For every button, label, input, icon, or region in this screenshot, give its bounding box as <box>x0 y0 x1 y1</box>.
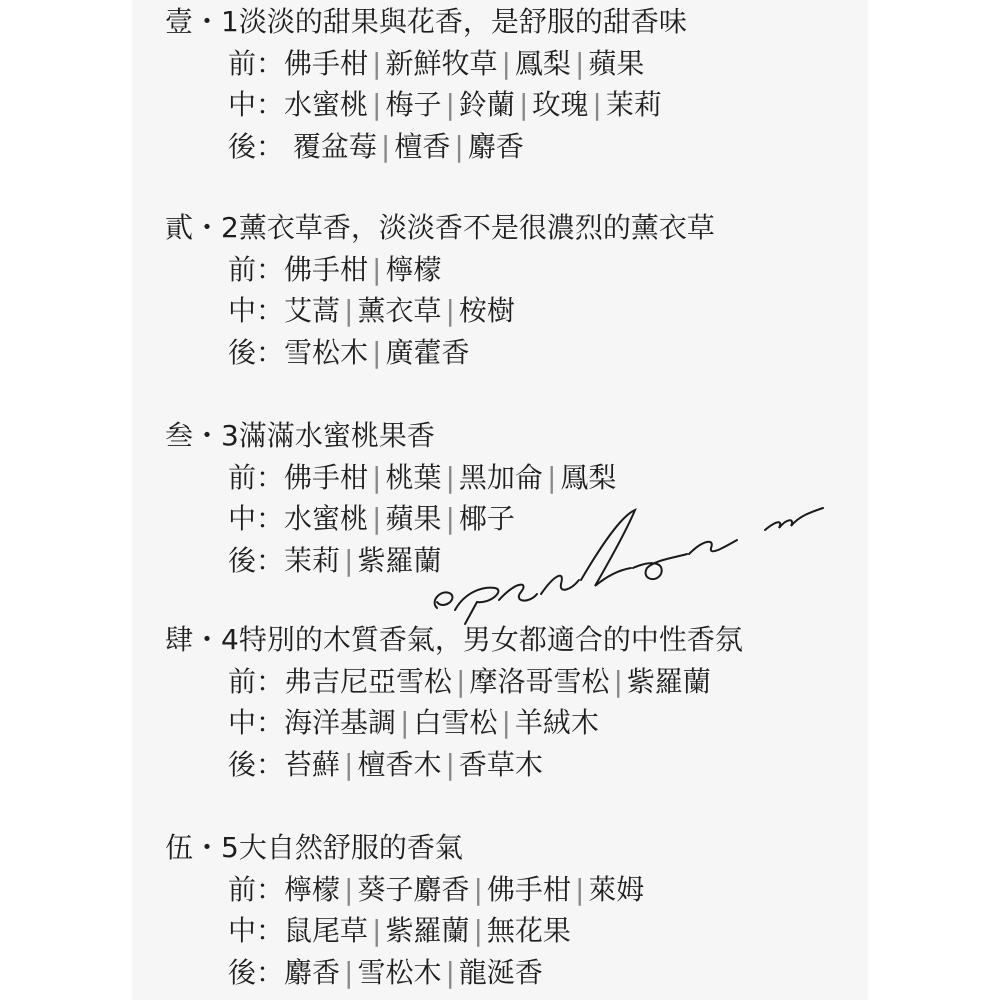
note-row <box>228 745 543 785</box>
section-title: 叁・3滿滿水蜜桃果香 <box>165 419 435 452</box>
note-separator: | <box>445 88 455 121</box>
note-row <box>228 870 644 910</box>
note-item: 紫羅蘭 <box>626 664 711 698</box>
note-row <box>228 127 524 167</box>
note-item: 白雪松 <box>413 706 498 739</box>
note-item: 覆盆莓 <box>292 129 377 163</box>
note-separator: | <box>372 46 382 80</box>
note-label: 中： <box>228 294 285 327</box>
note-item: 葵子麝香 <box>357 872 470 906</box>
note-item: 鳳梨 <box>514 46 571 80</box>
note-item: 鼠尾草 <box>284 914 369 947</box>
note-separator: | <box>592 88 602 121</box>
note-separator: | <box>473 872 483 906</box>
note-item: 萊姆 <box>588 872 645 906</box>
note-separator: | <box>344 955 354 989</box>
note-item: 鈴蘭 <box>458 88 515 121</box>
note-item: 桃葉 <box>385 460 442 494</box>
note-separator: | <box>372 335 382 369</box>
note-item: 海洋基調 <box>284 706 397 739</box>
note-separator: | <box>454 129 464 163</box>
note-separator: | <box>445 294 455 327</box>
note-item: 桉樹 <box>458 294 515 327</box>
note-item: 玫瑰 <box>532 88 589 121</box>
note-item: 紫羅蘭 <box>385 914 470 947</box>
note-item: 麝香 <box>284 955 341 989</box>
note-item: 水蜜桃 <box>284 88 369 121</box>
note-row <box>228 250 441 290</box>
note-row <box>228 703 599 743</box>
note-item: 佛手柑 <box>284 46 369 80</box>
note-item: 羊絨木 <box>514 706 599 739</box>
note-separator: | <box>372 914 382 947</box>
note-row <box>228 953 543 993</box>
note-label: 前： <box>228 460 285 494</box>
signature-stroke <box>633 554 687 579</box>
note-item: 摩洛哥雪松 <box>469 664 610 698</box>
note-row <box>228 662 711 702</box>
signature-stroke <box>455 588 498 624</box>
note-separator: | <box>574 46 585 80</box>
note-separator: | <box>501 46 511 80</box>
note-item: 黑加侖 <box>458 460 543 494</box>
signature-stroke <box>499 585 537 601</box>
note-label: 中： <box>228 706 285 739</box>
note-item: 佛手柑 <box>486 872 571 906</box>
note-separator: | <box>574 872 585 906</box>
note-separator: | <box>501 706 511 739</box>
note-item: 麝香 <box>467 129 524 163</box>
note-item: 檀香木 <box>357 747 442 781</box>
note-separator: | <box>372 88 382 121</box>
note-item: 茉莉 <box>605 88 662 121</box>
signature-stroke <box>689 540 737 554</box>
signature-stroke <box>435 592 453 608</box>
signature-logo <box>425 490 845 630</box>
note-label: 中： <box>228 502 285 535</box>
note-label: 後： <box>228 747 285 781</box>
note-separator: | <box>445 502 455 535</box>
note-item: 苔蘚 <box>284 747 341 781</box>
note-item: 新鮮牧草 <box>385 46 498 80</box>
note-row <box>228 85 662 125</box>
note-item: 佛手柑 <box>284 460 369 494</box>
note-separator: | <box>400 706 410 739</box>
note-item: 茉莉 <box>284 543 341 577</box>
note-separator: | <box>456 664 466 698</box>
note-separator: | <box>372 460 382 494</box>
note-separator: | <box>445 460 455 494</box>
note-item: 檸檬 <box>284 872 341 906</box>
note-item: 艾蒿 <box>284 294 341 327</box>
note-row <box>228 911 571 951</box>
note-item: 雪松木 <box>357 955 442 989</box>
note-label: 後： <box>228 335 285 369</box>
note-label: 前： <box>228 872 285 906</box>
note-separator: | <box>344 872 354 906</box>
note-separator: | <box>344 747 354 781</box>
note-item: 水蜜桃 <box>284 502 369 535</box>
section-title: 肆・4特別的木質香氣，男女都適合的中性香氛 <box>165 623 743 656</box>
signature-stroke <box>765 508 823 530</box>
note-item: 廣藿香 <box>385 335 470 369</box>
note-item: 佛手柑 <box>284 252 369 286</box>
note-row <box>228 541 441 581</box>
note-separator: | <box>372 252 382 286</box>
note-separator: | <box>613 664 623 698</box>
note-label: 前： <box>228 664 285 698</box>
note-item: 梅子 <box>385 88 442 121</box>
signature-stroke <box>541 576 579 594</box>
note-item: 弗吉尼亞雪松 <box>284 664 453 698</box>
note-item: 檀香 <box>394 129 451 163</box>
note-label: 後： <box>228 129 293 163</box>
section-title: 伍・5大自然舒服的香氣 <box>165 831 463 864</box>
note-item: 無花果 <box>486 914 571 947</box>
note-label: 前： <box>228 46 285 80</box>
section-title: 壹・1淡淡的甜果與花香，是舒服的甜香味 <box>165 5 687 38</box>
note-item: 紫羅蘭 <box>357 543 442 577</box>
section-title: 貳・2薰衣草香，淡淡香不是很濃烈的薰衣草 <box>165 211 715 244</box>
note-label: 中： <box>228 88 285 121</box>
note-separator: | <box>518 88 529 121</box>
note-item: 椰子 <box>458 502 515 535</box>
note-separator: | <box>546 460 557 494</box>
note-separator: | <box>445 955 455 989</box>
note-separator: | <box>344 294 354 327</box>
signature-stroke <box>581 510 635 586</box>
note-separator: | <box>445 747 455 781</box>
note-item: 檸檬 <box>385 252 442 286</box>
note-row <box>228 333 469 373</box>
note-row <box>228 44 644 84</box>
note-separator: | <box>380 129 391 163</box>
note-label: 中： <box>228 914 285 947</box>
note-separator: | <box>372 502 382 535</box>
note-label: 後： <box>228 955 285 989</box>
note-label: 後： <box>228 543 285 577</box>
note-item: 蘋果 <box>588 46 645 80</box>
note-label: 前： <box>228 252 285 286</box>
note-separator: | <box>344 543 354 577</box>
note-item: 蘋果 <box>385 502 442 535</box>
note-separator: | <box>473 914 483 947</box>
note-item: 薰衣草 <box>357 294 442 327</box>
note-row <box>228 291 515 331</box>
note-item: 雪松木 <box>284 335 369 369</box>
note-item: 龍涎香 <box>458 955 543 989</box>
note-item: 鳳梨 <box>560 460 617 494</box>
note-item: 香草木 <box>458 747 543 781</box>
